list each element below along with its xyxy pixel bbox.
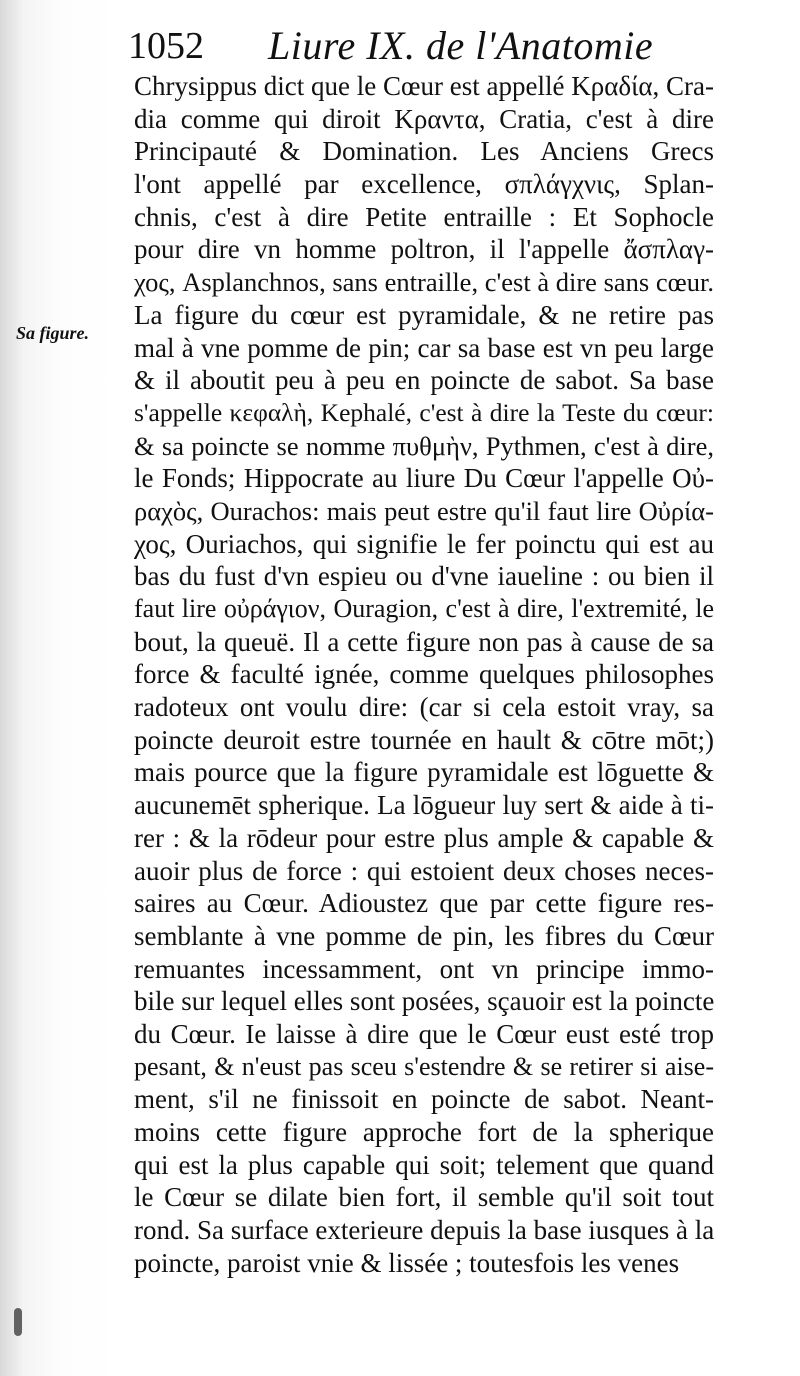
text-line: radoteux ont voulu dire: (car si cela estoit vray, sa (134, 692, 714, 723)
page-header (128, 16, 768, 76)
text-line: remuantes incessamment, ont vn principe immo- (134, 953, 714, 984)
text-line: ment, s'il ne finissoit en poincte de sabot. Neant- (134, 1084, 714, 1115)
text-line: saires au Cœur. Adioustez que par cette figure res- (134, 888, 714, 919)
text-line: pour dire vn homme poltron, il l'appelle ἄσπλαγ- (134, 234, 714, 265)
running-title: Liure IX. de l'Anatomie (268, 23, 654, 68)
text-line: s'appelle κεφαλὴ, Kephalé, c'est à dire la Teste du cœur: (134, 397, 714, 427)
margin-note: Sa figure. (16, 323, 90, 343)
page-number: 1052 (128, 25, 204, 67)
text-line: le Fonds; Hippocrate au liure Du Cœur l'appelle Οὐ- (134, 463, 714, 494)
text-line: & il aboutit peu à peu en poincte de sabot. Sa base (134, 365, 714, 396)
text-line: Chrysippus dict que le Cœur est appellé Κραδία, Cra- (134, 71, 714, 101)
text-line: poincte, paroist vnie & lissée ; toutesfois les venes (134, 1247, 680, 1278)
text-line: La figure du cœur est pyramidale, & ne retire pas (134, 299, 714, 330)
text-line: Principauté & Domination. Les Anciens Grecs (134, 136, 714, 167)
text-line: bas du fust d'vn espieu ou d'vne iaueline : ou bien il (134, 561, 714, 592)
text-line: moins cette figure approche fort de la spherique (134, 1117, 714, 1147)
text-line: χος, Asplanchnos, sans entraille, c'est à dire sans cœur. (134, 267, 714, 298)
body-text (134, 70, 714, 1279)
text-line: dia comme qui diroit Κραντα, Cratia, c'est à dire (134, 103, 714, 134)
text-line: faut lire οὐράγιον, Ouragion, c'est à dire, l'extremité, le (134, 594, 714, 623)
text-line: aucunemēt spherique. La lōgueur luy sert & aide à ti- (134, 790, 714, 821)
text-line: mais pource que la figure pyramidale est lōguette & (134, 757, 714, 788)
text-line: bile sur lequel elles sont posées, sçauoir est la poincte (134, 986, 714, 1017)
text-line: le Cœur se dilate bien fort, il semble qu'il soit tout (134, 1182, 714, 1213)
text-line: χος, Ouriachos, qui signifie le fer poinctu qui est au (134, 528, 714, 559)
text-line: qui est la plus capable qui soit; telement que quand (134, 1149, 714, 1180)
ink-blot (14, 1308, 22, 1336)
text-line: l'ont appellé par excellence, σπλάγχνις, Splan- (134, 169, 714, 200)
text-line: ραχὸς, Ourachos: mais peut estre qu'il faut lire Οὐρία- (134, 495, 714, 526)
text-line: pesant, & n'eust pas sceu s'estendre & se retirer si aise- (134, 1051, 714, 1081)
text-line: poincte deuroit estre tournée en hault & cōtre mōt;) (134, 724, 714, 755)
text-line: du Cœur. Ie laisse à dire que le Cœur eust esté trop (134, 1018, 714, 1049)
text-line: bout, la queuë. Il a cette figure non pas à cause de sa (134, 626, 714, 657)
text-line: rer : & la rōdeur pour estre plus ample & capable & (134, 822, 714, 853)
text-line: mal à vne pomme de pin; car sa base est vn peu large (134, 332, 714, 363)
text-line: auoir plus de force : qui estoient deux choses neces- (134, 855, 714, 886)
text-line: force & faculté ignée, comme quelques philosophes (134, 659, 714, 690)
text-line: semblante à vne pomme de pin, les fibres du Cœur (134, 920, 714, 951)
text-line: chnis, c'est à dire Petite entraille : Et Sophocle (134, 201, 714, 232)
text-line: rond. Sa surface exterieure depuis la base iusques à la (134, 1215, 714, 1246)
text-line: & sa poincte se nomme πυθμὴν, Pythmen, c'est à dire, (134, 430, 714, 461)
